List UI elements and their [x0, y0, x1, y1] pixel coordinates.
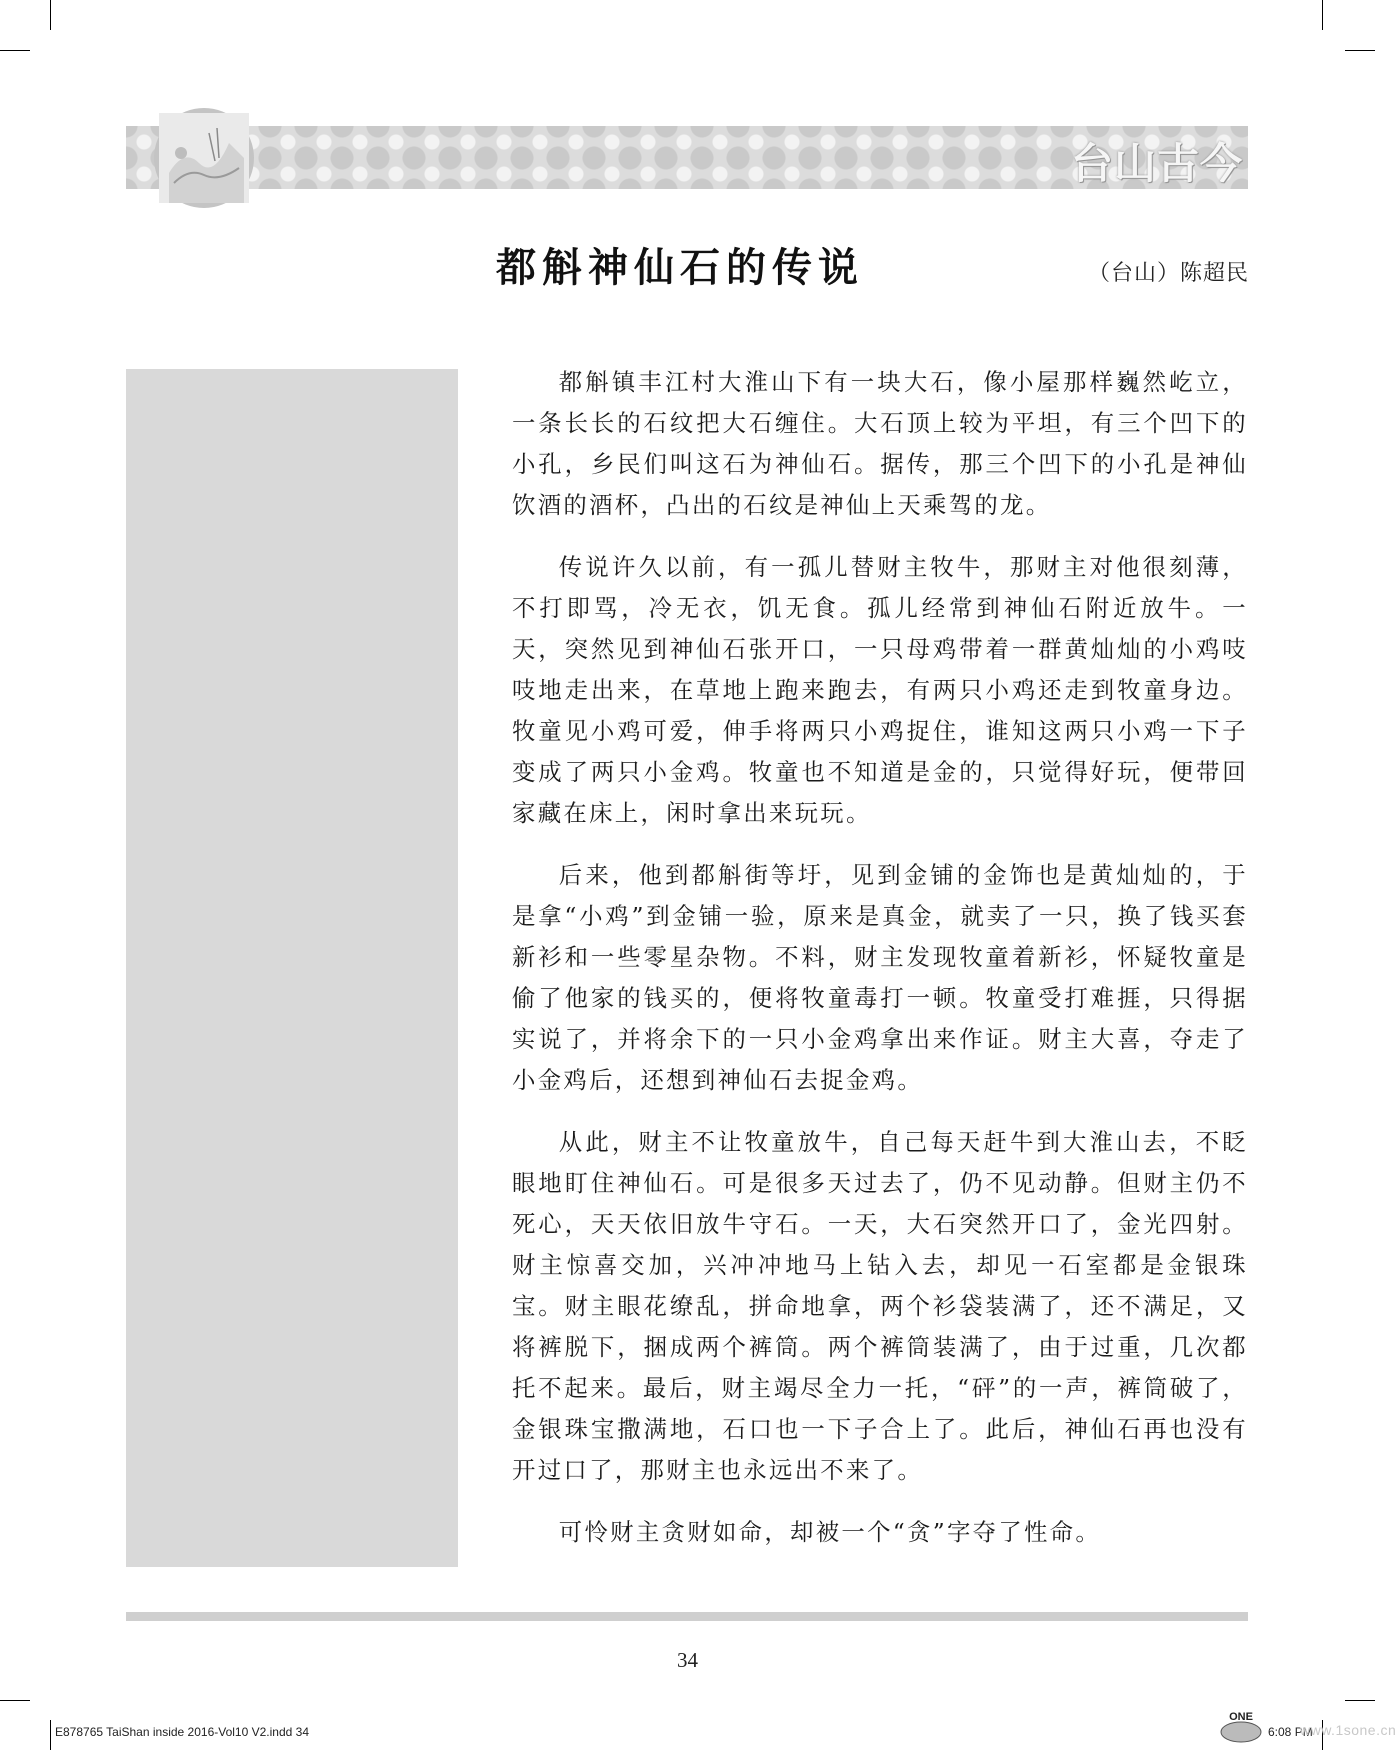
print-time: 6:08 PM [1268, 1725, 1313, 1739]
watermark-text: www.1sone.cn [1300, 1722, 1396, 1738]
page-title: 都斛神仙石的传说 [496, 245, 864, 291]
crop-mark [1345, 1700, 1375, 1701]
print-file-info: E878765 TaiShan inside 2016-Vol10 V2.indd 34 [55, 1725, 309, 1739]
svg-text:ONE: ONE [1229, 1711, 1253, 1723]
printer-logo-icon [1218, 1706, 1264, 1744]
article-paragraph: 可怜财主贪财如命，却被一个“贪”字夺了性命。 [558, 1518, 1102, 1546]
article-paragraph: 后来，他到都斛街等圩，见到金铺的金饰也是黄灿灿的，于是拿“小鸡”到金铺一验，原来是真金，就卖了一只，换了钱买套新衫和一些零星杂物。不料，财主发现牧童着新衫，怀疑牧童是偷了他家的钱买的，便将牧童毒打一顿。牧童受打难捱，只得据实说了，并将余下的一只小金鸡拿出来作证。财主大喜，夺走了小金鸡后，还想到神仙石去捉金鸡。 [512, 861, 1248, 1094]
article-body [512, 362, 1248, 1574]
landscape-sketch-icon [159, 113, 249, 203]
crop-mark [50, 1720, 51, 1750]
crop-mark [0, 1700, 30, 1701]
crop-mark [1322, 0, 1323, 30]
article-paragraph: 传说许久以前，有一孤儿替财主牧牛，那财主对他很刻薄，不打即骂，冷无衣，饥无食。孤儿经常到神仙石附近放牛。一天，突然见到神仙石张开口，一只母鸡带着一群黄灿灿的小鸡吱吱地走出来，在草地上跑来跑去，有两只小鸡还走到牧童身边。牧童见小鸡可爱，伸手将两只小鸡捉住，谁知这两只小鸡一下子变成了两只小金鸡。牧童也不知道是金的，只觉得好玩，便带回家藏在床上，闲时拿出来玩玩。 [512, 553, 1248, 827]
crop-mark [1345, 50, 1375, 51]
section-name: 台山古今 [1070, 139, 1243, 188]
image-placeholder-panel [126, 369, 458, 1567]
article-paragraph: 从此，财主不让牧童放牛，自己每天赶牛到大淮山去，不眨眼地盯住神仙石。可是很多天过去了，仍不见动静。但财主仍不死心，天天依旧放牛守石。一天，大石突然开口了，金光四射。财主惊喜交加，兴冲冲地马上钻入去，却见一石室都是金银珠宝。财主眼花缭乱，拼命地拿，两个衫袋装满了，还不满足，又将裤脱下，捆成两个裤筒。两个裤筒装满了，由于过重，几次都托不起来。最后，财主竭尽全力一托，“砰”的一声，裤筒破了，金银珠宝撒满地，石口也一下子合上了。此后，神仙石再也没有开过口了，那财主也永远出不来了。 [512, 1128, 1248, 1484]
author-byline: （台山）陈超民 [1087, 261, 1249, 286]
footer-rule [126, 1612, 1248, 1621]
page-number: 34 [677, 1648, 698, 1672]
crop-mark [50, 0, 51, 30]
crop-mark [0, 50, 30, 51]
banner-medallion-image [154, 108, 254, 208]
article-paragraph: 都斛镇丰江村大淮山下有一块大石，像小屋那样巍然屹立，一条长长的石纹把大石缠住。大石顶上较为平坦，有三个凹下的小孔，乡民们叫这石为神仙石。据传，那三个凹下的小孔是神仙饮酒的酒杯，凸出的石纹是神仙上天乘驾的龙。 [512, 368, 1248, 519]
